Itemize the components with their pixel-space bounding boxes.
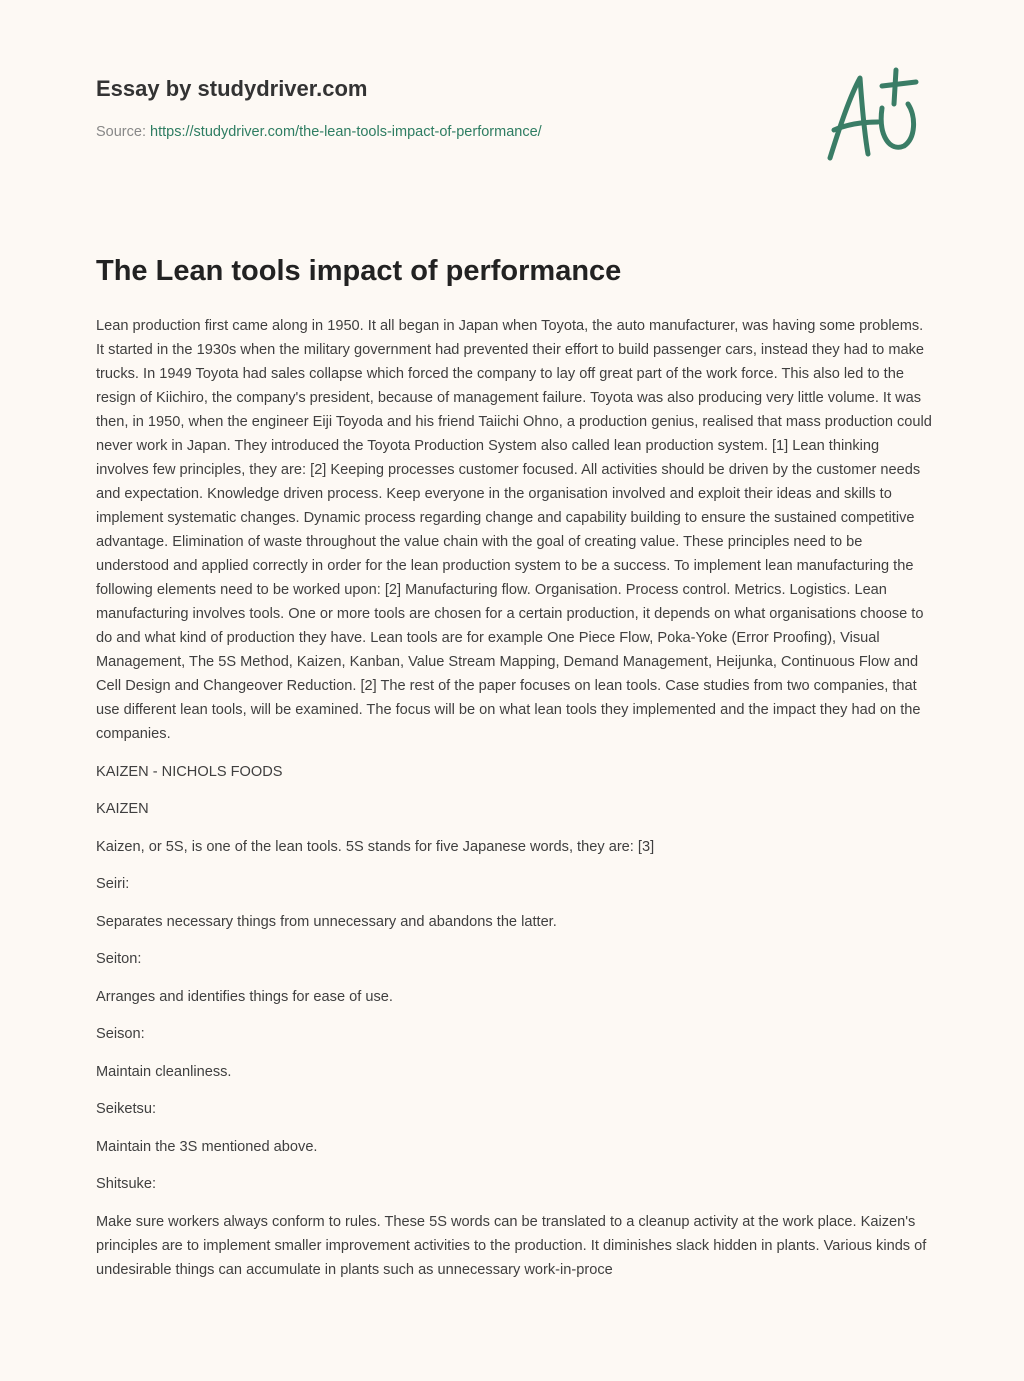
term-label: Seiton: [96,951,142,967]
source-label: Source: [96,124,146,140]
paragraph: Lean production first came along in 1950. It all began in Japan when Toyota, the auto manufacturer, was having some problems. It started in the 1930s when the military government had prevented their effort to build passenger cars, instead they had to make trucks. In 1949 Toyota had sales collapse which forced the company to lay off great part of the work force. This also led to the resign of Kiichiro, the company's president, because of management failure. Toyota was also producing very little volume. It was then, in 1950, when the engineer Eiji Toyoda and his friend Taiichi Ohno, a production genius, realised that mass production could never work in Japan. They introduced the Toyota Production System also called lean production system. [1] Lean thinking involves few principles, they are: [2] Keeping processes customer focused. All activities should be driven by the customer needs and expectation. Knowledge driven process. Keep everyone in the organisation involved and exploit their ideas and skills to implement systematic changes. Dynamic process regarding change and capability building to ensure the sustained competitive advantage. Elimination of waste throughout the value chain with the goal of creating value. These principles need to be understood and applied correctly in order for the lean production system to be a success. To implement lean manufacturing the following elements need to be worked upon: [2] Manufacturing flow. Organisation. Process control. Metrics. Logistics. Lean manufacturing involves tools. One or more tools are chosen for a certain production, it depends on what organisations choose to do and what kind of production they have. Lean tools are for example One Piece Flow, Poka-Yoke (Error Proofing), Visual Management, The 5S Method, Kaizen, Kanban, Value Stream Mapping, Demand Management, Heijunka, Continuous Flow and Cell Design and Changeover Reduction. [2] The rest of the paper focuses on lean tools. Case studies from two companies, that use different lean tools, will be examined. The focus will be on what lean tools they implemented and the impact they had on the companies. [96,318,932,742]
term-label: Shitsuke: [96,1176,157,1192]
source-link[interactable]: https://studydriver.com/the-lean-tools-impact-of-performance/ [150,124,542,140]
article-title: The Lean tools impact of performance [96,255,622,287]
a-plus-logo-icon [820,66,930,166]
paragraph: Arranges and identifies things for ease of use. [96,988,393,1005]
article-body [96,314,932,1295]
term-label: Seison: [96,1026,145,1042]
paragraph: Kaizen, or 5S, is one of the lean tools. 5S stands for five Japanese words, they are: [3] [96,838,655,855]
source-line [96,124,542,140]
paragraph: Maintain cleanliness. [96,1063,232,1080]
paragraph: Make sure workers always conform to rules. These 5S words can be translated to a cleanup activity at the work place. Kaizen's principles are to implement smaller improvement activities to the production. It diminishes slack hidden in plants. Various kinds of undesirable things can accumulate in plants such as unnecessary work-in-proce [96,1213,927,1278]
subsection-heading: KAIZEN [96,801,149,817]
site-header-title: Essay by studydriver.com [96,76,368,101]
term-label: Seiketsu: [96,1101,157,1117]
paragraph: Separates necessary things from unnecessary and abandons the latter. [96,913,557,930]
term-label: Seiri: [96,876,130,892]
section-heading: KAIZEN - NICHOLS FOODS [96,763,283,780]
paragraph: Maintain the 3S mentioned above. [96,1138,318,1155]
